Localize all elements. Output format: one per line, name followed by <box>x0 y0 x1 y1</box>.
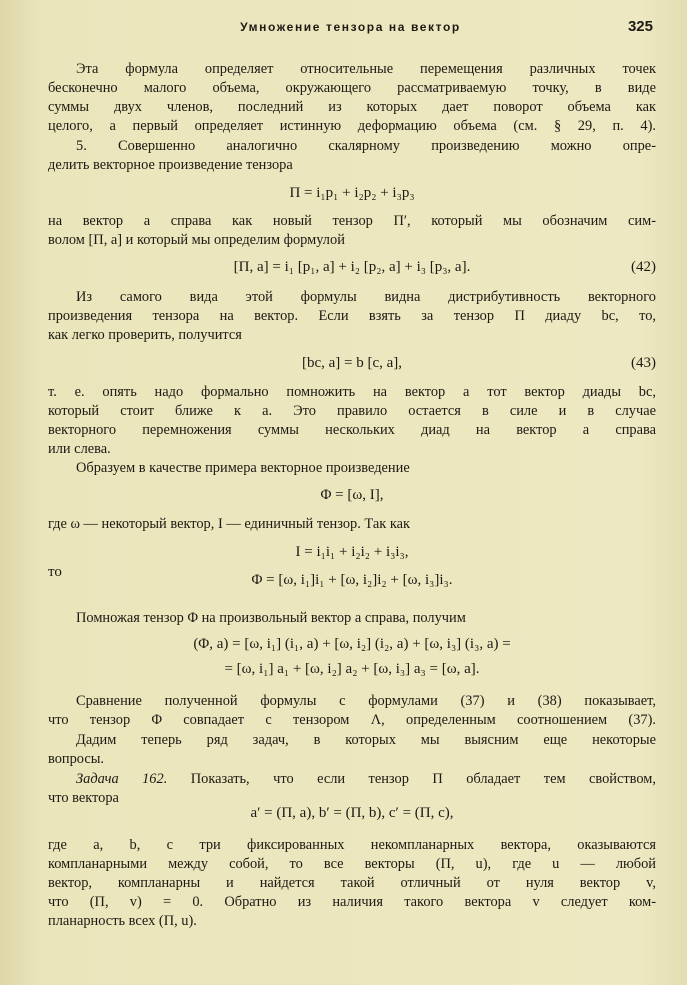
text-line: который стоит ближе к a. Это правило остается в силе и в случае <box>48 403 656 419</box>
equation-number: (43) <box>631 355 656 371</box>
text-line: Из самого вида этой формулы видна дистрибутивность векторного <box>76 289 656 305</box>
formula: П = i₁p₁ + i₂p₂ + i₃p₃ <box>289 185 415 201</box>
formula: I = i₁i₁ + i₂i₂ + i₃i₃, <box>295 544 409 560</box>
page-number: 325 <box>627 18 653 35</box>
problem-text: Показать, что если тензор П обладает тем свойством, <box>167 771 656 787</box>
formula-body: [П, a] = i₁ [p₁, a] + i₂ [p₂, a] + i₃ [p₃, a]. <box>233 259 471 275</box>
text-line: волом [П, a] и который мы определим формулой <box>48 232 345 248</box>
text-line: или слева. <box>48 441 111 457</box>
text-line: Помножая тензор Φ на произвольный вектор a справа, получим <box>76 610 466 626</box>
formula-42 <box>48 258 656 276</box>
text-line: Сравнение полученной формулы с формулами (37) и (38) показывает, <box>76 693 656 709</box>
text-line: произведения тензора на вектор. Если взять за тензор П диаду bc, то, <box>48 308 656 324</box>
text-line: где a, b, c три фиксированных некомпланарных вектора, оказываются <box>48 837 656 853</box>
text-line: целого, а первый определяет истинную деформацию объема (см. § 29, п. 4). <box>48 118 656 134</box>
text-line: где ω — некоторый вектор, I — единичный тензор. Так как <box>48 516 410 532</box>
text-line: суммы двух членов, последний из которых дает поворот объема как <box>48 99 656 115</box>
text-line: бесконечно малого объема, окружающего рассматриваемую точку, в виде <box>48 80 656 96</box>
text-line: Эта формула определяет относительные перемещения различных точек <box>76 61 656 77</box>
running-title: Умножение тензора на вектор <box>240 20 461 34</box>
text-line: что вектора <box>48 790 119 806</box>
text-line: Образуем в качестве примера векторное произведение <box>76 460 410 476</box>
text-line: Дадим теперь ряд задач, в которых мы выясним еще некоторые <box>76 732 656 748</box>
page-header <box>48 20 653 42</box>
formula-43 <box>48 354 656 372</box>
formula: (Φ, a) = [ω, i₁] (i₁, a) + [ω, i₂] (i₂, a) + [ω, i₃] (i₃, a) = <box>193 636 511 652</box>
formula: = [ω, i₁] a₁ + [ω, i₂] a₂ + [ω, i₃] a₃ = [ω, a]. <box>224 661 480 677</box>
formula: Φ = [ω, i₁]i₁ + [ω, i₂]i₂ + [ω, i₃]i₃. <box>251 572 453 588</box>
text-line: вопросы. <box>48 751 104 767</box>
formula-body: [bc, a] = b [c, a], <box>301 355 403 371</box>
text-line: что (П, v) = 0. Обратно из наличия такого вектора v следует ком- <box>48 894 656 910</box>
text-line: компланарными между собой, то все векторы (П, u), где u — любой <box>48 856 656 872</box>
formula: Φ = [ω, I], <box>320 487 384 503</box>
text-line: на вектор a справа как новый тензор П′, который мы обозначим сим- <box>48 213 656 229</box>
problem-label: Задача 162. <box>76 771 168 787</box>
text-line: векторного перемножения суммы нескольких диад на вектор a справа <box>48 422 656 438</box>
text-line: что тензор Φ совпадает с тензором Λ, определенным соотношением (37). <box>48 712 656 728</box>
text-line: т. е. опять надо формально помножить на вектор a тот вектор диады bc, <box>48 384 656 400</box>
problem-heading-line <box>76 770 656 788</box>
text-line: вектор, компланарны и найдется такой отличный от нуля вектор v, <box>48 875 656 891</box>
text-line: 5. Совершенно аналогично скалярному произведению можно опре- <box>76 138 656 154</box>
text-line: как легко проверить, получится <box>48 327 242 343</box>
connective: то <box>48 564 62 580</box>
text-line: планарность всех (П, u). <box>48 913 197 929</box>
text-line: делить векторное произведение тензора <box>48 157 293 173</box>
formula: a′ = (П, a), b′ = (П, b), c′ = (П, c), <box>250 805 454 821</box>
equation-number: (42) <box>631 259 656 275</box>
